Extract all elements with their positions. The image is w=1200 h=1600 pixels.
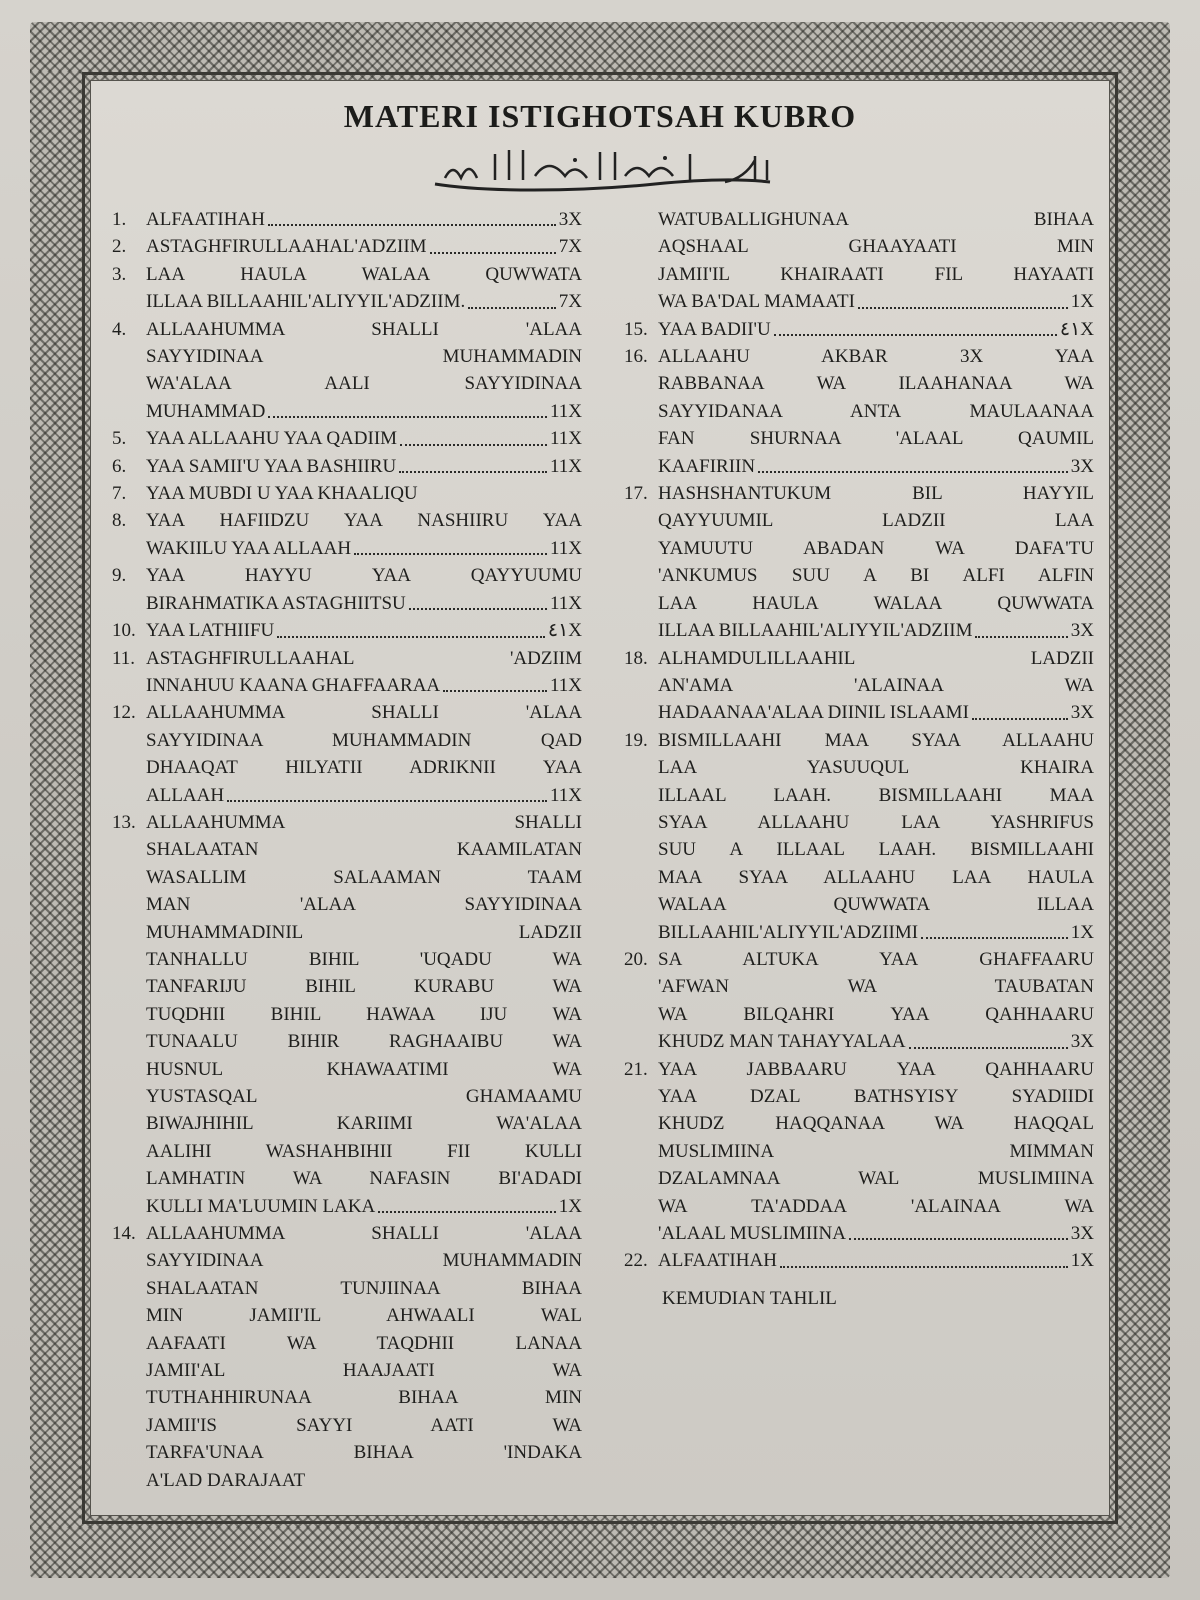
text-line <box>658 261 1094 288</box>
repetition-count: 3X <box>1070 702 1094 724</box>
dot-leader <box>849 1220 1068 1240</box>
line-text: FAN SHURNAA 'ALAAL QAUMIL <box>658 428 1094 450</box>
text-line <box>658 370 1094 397</box>
dot-leader <box>430 233 556 253</box>
text-line <box>658 453 1094 480</box>
dot-leader <box>268 206 556 226</box>
text-line <box>658 1028 1094 1055</box>
list-item <box>112 507 582 562</box>
line-text: ALLAAHUMMA SHALLI <box>146 811 582 833</box>
list-item <box>112 1220 582 1494</box>
item-text <box>146 233 582 260</box>
line-text: YAA JABBAARU YAA QAHHAARU <box>658 1058 1094 1080</box>
text-line <box>146 973 582 1000</box>
line-text: AN'AMA 'ALAINAA WA <box>658 674 1094 696</box>
line-text: KAAFIRIIN <box>658 455 756 477</box>
repetition-count: ٤١X <box>547 620 582 642</box>
text-line <box>146 1083 582 1110</box>
item-text <box>658 1247 1094 1274</box>
text-line <box>146 645 582 672</box>
line-text: JAMII'IS SAYYI AATI WA <box>146 1414 582 1436</box>
basmala-calligraphy <box>425 140 785 198</box>
text-line <box>658 727 1094 754</box>
line-text: TUNAALU BIHIR RAGHAAIBU WA <box>146 1031 582 1053</box>
right-column <box>624 206 1094 1275</box>
item-text <box>146 261 582 316</box>
line-text: RABBANAA WA ILAAHANAA WA <box>658 373 1094 395</box>
dot-leader <box>400 425 547 445</box>
item-number: 20. <box>624 948 648 970</box>
text-line <box>146 836 582 863</box>
line-text: LAA YASUUQUL KHAIRA <box>658 757 1094 779</box>
item-number: 15. <box>624 318 648 340</box>
line-text: JAMII'IL KHAIRAATI FIL HAYAATI <box>658 263 1094 285</box>
repetition-count: 1X <box>558 1195 582 1217</box>
text-line <box>658 973 1094 1000</box>
text-line <box>146 617 582 644</box>
text-line <box>146 562 582 589</box>
list-item <box>112 206 582 233</box>
list-item <box>112 562 582 617</box>
item-text <box>658 480 1094 644</box>
repetition-count: 1X <box>1070 921 1094 943</box>
line-text: ALLAAHU AKBAR 3X YAA <box>658 346 1094 368</box>
item-number: 9. <box>112 565 127 587</box>
text-line <box>146 1439 582 1466</box>
text-line <box>146 1056 582 1083</box>
dot-leader <box>277 617 545 637</box>
line-text: SHALAATAN KAAMILATAN <box>146 839 582 861</box>
text-line <box>146 891 582 918</box>
repetition-count: 11X <box>549 592 582 614</box>
list-item <box>624 645 1094 727</box>
text-line <box>658 233 1094 260</box>
repetition-count: 11X <box>549 455 582 477</box>
item-text <box>146 1220 582 1494</box>
line-text: WAKIILU YAA ALLAAH <box>146 537 352 559</box>
item-text <box>146 316 582 426</box>
text-line <box>146 754 582 781</box>
text-line <box>658 836 1094 863</box>
line-text: ASTAGHFIRULLAAHAL'ADZIIM <box>146 236 427 258</box>
dot-leader <box>909 1028 1068 1048</box>
line-text: DHAAQAT HILYATII ADRIKNII YAA <box>146 757 582 779</box>
item-number: 7. <box>112 483 127 505</box>
dot-leader <box>378 1193 555 1213</box>
text-line <box>658 891 1094 918</box>
line-text: MUSLIMIINA MIMMAN <box>658 1140 1094 1162</box>
line-text: ALHAMDULILLAAHIL LADZII <box>658 647 1094 669</box>
item-number: 4. <box>112 318 127 340</box>
item-number: 17. <box>624 483 648 505</box>
line-text: YAA ALLAAHU YAA QADIIM <box>146 428 398 450</box>
line-text: TANFARIJU BIHIL KURABU WA <box>146 976 582 998</box>
list-item <box>112 809 582 1220</box>
line-text: KHUDZ MAN TAHAYYALAA <box>658 1031 906 1053</box>
line-text: YAA BADII'U <box>658 318 771 340</box>
line-text: TARFA'UNAA BIHAA 'INDAKA <box>146 1442 582 1464</box>
line-text: BISMILLAAHI MAA SYAA ALLAAHU <box>658 729 1094 751</box>
list-item <box>112 617 582 644</box>
item-text <box>658 206 1094 316</box>
item-number: 19. <box>624 729 648 751</box>
text-line <box>658 535 1094 562</box>
text-line <box>658 1193 1094 1220</box>
text-line <box>146 370 582 397</box>
text-line <box>658 864 1094 891</box>
list-item <box>624 1056 1094 1248</box>
dot-leader <box>268 398 547 418</box>
repetition-count: 11X <box>549 674 582 696</box>
line-text: JAMII'AL HAAJAATI WA <box>146 1360 582 1382</box>
repetition-count: 7X <box>558 291 582 313</box>
text-line <box>658 754 1094 781</box>
line-text: DZALAMNAA WAL MUSLIMIINA <box>658 1168 1094 1190</box>
repetition-count: 11X <box>549 400 582 422</box>
line-text: BIWAJHIHIL KARIIMI WA'ALAA <box>146 1113 582 1135</box>
item-number: 13. <box>112 811 136 833</box>
line-text: YAA MUBDI U YAA KHAALIQU <box>146 483 418 505</box>
list-item <box>624 343 1094 480</box>
dot-leader <box>443 672 547 692</box>
line-text: MAN 'ALAA SAYYIDINAA <box>146 894 582 916</box>
line-text: YAA HAFIIDZU YAA NASHIIRU YAA <box>146 510 582 532</box>
item-number: 2. <box>112 236 127 258</box>
repetition-count: 7X <box>558 236 582 258</box>
repetition-count: 1X <box>1070 1250 1094 1272</box>
line-text: ALLAAHUMMA SHALLI 'ALAA <box>146 318 582 340</box>
line-text: YAA LATHIIFU <box>146 620 275 642</box>
repetition-count: 3X <box>1070 1031 1094 1053</box>
line-text: SAYYIDINAA MUHAMMADIN <box>146 346 582 368</box>
text-line <box>658 809 1094 836</box>
closing-note: KEMUDIAN TAHLIL <box>662 1288 837 1309</box>
repetition-count: 11X <box>549 537 582 559</box>
text-line <box>146 1138 582 1165</box>
line-text: LAMHATIN WA NAFASIN BI'ADADI <box>146 1168 582 1190</box>
text-line <box>658 398 1094 425</box>
text-line <box>146 425 582 452</box>
item-text <box>658 645 1094 727</box>
item-number: 22. <box>624 1250 648 1272</box>
text-line <box>146 1302 582 1329</box>
dot-leader <box>858 288 1068 308</box>
line-text: INNAHUU KAANA GHAFFAARAA <box>146 674 441 696</box>
line-text: LAA HAULA WALAA QUWWATA <box>658 592 1094 614</box>
text-line <box>146 1028 582 1055</box>
text-line <box>658 206 1094 233</box>
list-item <box>624 206 1094 316</box>
text-line <box>658 562 1094 589</box>
dot-leader <box>774 316 1057 336</box>
list-item <box>112 645 582 700</box>
line-text: ALLAAHUMMA SHALLI 'ALAA <box>146 1223 582 1245</box>
text-line <box>658 316 1094 343</box>
line-text: QAYYUUMIL LADZII LAA <box>658 510 1094 532</box>
list-item <box>112 233 582 260</box>
line-text: HADAANAA'ALAA DIINIL ISLAAMI <box>658 702 969 724</box>
text-line <box>658 645 1094 672</box>
text-line <box>658 288 1094 315</box>
item-text <box>146 617 582 644</box>
text-line <box>658 590 1094 617</box>
item-text <box>146 480 582 507</box>
line-text: TUQDHII BIHIL HAWAA IJU WA <box>146 1003 582 1025</box>
item-number: 1. <box>112 209 127 230</box>
line-text: MIN JAMII'IL AHWAALI WAL <box>146 1305 582 1327</box>
line-text: WASALLIM SALAAMAN TAAM <box>146 866 582 888</box>
line-text: SAYYIDINAA MUHAMMADIN QAD <box>146 729 582 751</box>
text-line <box>146 1412 582 1439</box>
line-text: TUTHAHHIRUNAA BIHAA MIN <box>146 1387 582 1409</box>
line-text: ALLAAHUMMA SHALLI 'ALAA <box>146 702 582 724</box>
list-item <box>624 316 1094 343</box>
text-line <box>146 480 582 507</box>
line-text: ALFAATIHAH <box>658 1250 777 1272</box>
item-number <box>624 206 658 316</box>
text-line <box>658 1165 1094 1192</box>
text-line <box>146 919 582 946</box>
line-text: YAA DZAL BATHSYISY SYADIIDI <box>658 1086 1094 1107</box>
line-text: WALAA QUWWATA ILLAA <box>658 894 1094 916</box>
text-line <box>146 288 582 315</box>
text-line <box>658 782 1094 809</box>
text-line <box>146 398 582 425</box>
text-line <box>146 1165 582 1192</box>
text-line <box>146 1001 582 1028</box>
list-item <box>624 480 1094 644</box>
line-text: ILLAA BILLAAHIL'ALIYYIL'ADZIIM. <box>146 291 466 313</box>
text-line <box>146 535 582 562</box>
left-column <box>112 206 582 1494</box>
list-item <box>112 261 582 316</box>
text-line <box>146 1357 582 1384</box>
line-text: SAYYIDANAA ANTA MAULAANAA <box>658 400 1094 422</box>
line-text: ASTAGHFIRULLAAHAL 'ADZIIM <box>146 647 582 669</box>
text-line <box>146 1193 582 1220</box>
item-number: 11. <box>112 647 136 669</box>
text-line <box>146 699 582 726</box>
text-line <box>146 809 582 836</box>
list-item <box>624 946 1094 1056</box>
item-number: 14. <box>112 1223 136 1245</box>
text-line <box>146 590 582 617</box>
text-line <box>146 261 582 288</box>
line-text: 'ANKUMUS SUU A BI ALFI ALFIN <box>658 565 1094 587</box>
item-text <box>146 809 582 1220</box>
dot-leader <box>409 590 547 610</box>
item-number: 10. <box>112 620 136 642</box>
line-text: A'LAD DARAJAAT <box>146 1469 306 1491</box>
repetition-count: 3X <box>1070 1223 1094 1245</box>
text-line <box>146 316 582 343</box>
list-item <box>112 699 582 809</box>
text-line <box>146 1467 582 1494</box>
item-number: 18. <box>624 647 648 669</box>
item-text <box>658 1056 1094 1248</box>
line-text: 'AFWAN WA TAUBATAN <box>658 976 1094 998</box>
list-item <box>112 425 582 452</box>
item-text <box>146 562 582 617</box>
item-text <box>146 206 582 233</box>
item-text <box>146 453 582 480</box>
text-line <box>658 343 1094 370</box>
text-line <box>146 453 582 480</box>
text-line <box>146 864 582 891</box>
line-text: WATUBALLIGHUNAA BIHAA <box>658 209 1094 230</box>
item-number: 8. <box>112 510 127 532</box>
document-title: MATERI ISTIGHOTSAH KUBRO <box>343 98 857 134</box>
repetition-count: 3X <box>558 209 582 230</box>
text-line <box>658 1110 1094 1137</box>
line-text: BILLAAHIL'ALIYYIL'ADZIIMI <box>658 921 919 943</box>
dot-leader <box>758 453 1068 473</box>
line-text: YAMUUTU ABADAN WA DAFA'TU <box>658 537 1094 559</box>
text-line <box>658 946 1094 973</box>
line-text: YAA SAMII'U YAA BASHIIRU <box>146 455 397 477</box>
line-text: BIRAHMATIKA ASTAGHIITSU <box>146 592 406 614</box>
text-line <box>146 206 582 233</box>
line-text: SUU A ILLAAL LAAH. BISMILLAAHI <box>658 839 1094 861</box>
item-text <box>146 507 582 562</box>
line-text: WA'ALAA AALI SAYYIDINAA <box>146 373 582 395</box>
item-number: 16. <box>624 346 648 368</box>
dot-leader <box>354 535 547 555</box>
line-text: KULLI MA'LUUMIN LAKA <box>146 1195 376 1217</box>
text-line <box>146 1384 582 1411</box>
item-text <box>146 425 582 452</box>
text-line <box>146 1330 582 1357</box>
dot-leader <box>921 919 1068 939</box>
dot-leader <box>972 699 1068 719</box>
line-text: SA ALTUKA YAA GHAFFAARU <box>658 948 1094 970</box>
repetition-count: 11X <box>549 428 582 450</box>
dot-leader <box>975 617 1067 637</box>
line-text: AAFAATI WA TAQDHII LANAA <box>146 1332 582 1354</box>
item-text <box>658 316 1094 343</box>
line-text: ILLAAL LAAH. BISMILLAAHI MAA <box>658 784 1094 806</box>
text-line <box>658 672 1094 699</box>
dot-leader <box>227 782 547 802</box>
repetition-count: 3X <box>1070 620 1094 642</box>
dot-leader <box>780 1247 1068 1267</box>
text-line <box>658 617 1094 644</box>
line-text: YUSTASQAL GHAMAAMU <box>146 1086 582 1107</box>
line-text: SAYYIDINAA MUHAMMADIN <box>146 1250 582 1272</box>
text-line <box>146 1110 582 1137</box>
text-line <box>146 1220 582 1247</box>
line-text: HUSNUL KHAWAATIMI WA <box>146 1058 582 1080</box>
text-line <box>146 343 582 370</box>
list-item <box>112 316 582 426</box>
line-text: WA BA'DAL MAMAATI <box>658 291 855 313</box>
text-line <box>658 1001 1094 1028</box>
line-text: SHALAATAN TUNJIINAA BIHAA <box>146 1277 582 1299</box>
text-line <box>146 727 582 754</box>
line-text: MUHAMMADINIL LADZII <box>146 921 582 943</box>
text-line <box>658 507 1094 534</box>
text-line <box>658 1083 1094 1110</box>
item-number: 6. <box>112 455 127 477</box>
line-text: LAA HAULA WALAA QUWWATA <box>146 263 582 285</box>
text-line <box>658 919 1094 946</box>
list-item <box>112 453 582 480</box>
text-line <box>146 782 582 809</box>
item-number: 5. <box>112 428 127 450</box>
text-line <box>146 1275 582 1302</box>
line-text: AQSHAAL GHAAYAATI MIN <box>658 236 1094 258</box>
item-text <box>658 343 1094 480</box>
item-number: 12. <box>112 702 136 724</box>
text-line <box>658 425 1094 452</box>
list-item <box>112 480 582 507</box>
line-text: AALIHI WASHAHBIHII FII KULLI <box>146 1140 582 1162</box>
text-line <box>146 507 582 534</box>
text-line <box>146 1247 582 1274</box>
line-text: TANHALLU BIHIL 'UQADU WA <box>146 948 582 970</box>
dot-leader <box>468 288 556 308</box>
repetition-count: 11X <box>549 784 582 806</box>
line-text: ILLAA BILLAAHIL'ALIYYIL'ADZIIM <box>658 620 973 642</box>
item-text <box>658 727 1094 946</box>
item-text <box>146 699 582 809</box>
repetition-count: ٤١X <box>1059 318 1094 340</box>
text-line <box>658 1056 1094 1083</box>
text-line <box>146 946 582 973</box>
line-text: MAA SYAA ALLAAHU LAA HAULA <box>658 866 1094 888</box>
line-text: MUHAMMAD <box>146 400 266 422</box>
text-line <box>658 699 1094 726</box>
line-text: ALFAATIHAH <box>146 209 265 230</box>
text-line <box>658 1247 1094 1274</box>
line-text: SYAA ALLAAHU LAA YASHRIFUS <box>658 811 1094 833</box>
line-text: WA TA'ADDAA 'ALAINAA WA <box>658 1195 1094 1217</box>
repetition-count: 3X <box>1070 455 1094 477</box>
item-text <box>658 946 1094 1056</box>
line-text: 'ALAAL MUSLIMIINA <box>658 1223 846 1245</box>
list-item <box>624 727 1094 946</box>
item-number: 21. <box>624 1058 648 1080</box>
line-text: HASHSHANTUKUM BIL HAYYIL <box>658 483 1094 505</box>
text-line <box>146 233 582 260</box>
line-text: YAA HAYYU YAA QAYYUUMU <box>146 565 582 587</box>
list-item <box>624 1247 1094 1274</box>
text-line <box>658 480 1094 507</box>
repetition-count: 1X <box>1070 291 1094 313</box>
line-text: KHUDZ HAQQANAA WA HAQQAL <box>658 1113 1094 1135</box>
line-text: WA BILQAHRI YAA QAHHAARU <box>658 1003 1094 1025</box>
line-text: ALLAAH <box>146 784 225 806</box>
text-line <box>146 672 582 699</box>
text-line <box>658 1138 1094 1165</box>
item-number: 3. <box>112 263 127 285</box>
item-text <box>146 645 582 700</box>
dot-leader <box>399 453 547 473</box>
text-line <box>658 1220 1094 1247</box>
